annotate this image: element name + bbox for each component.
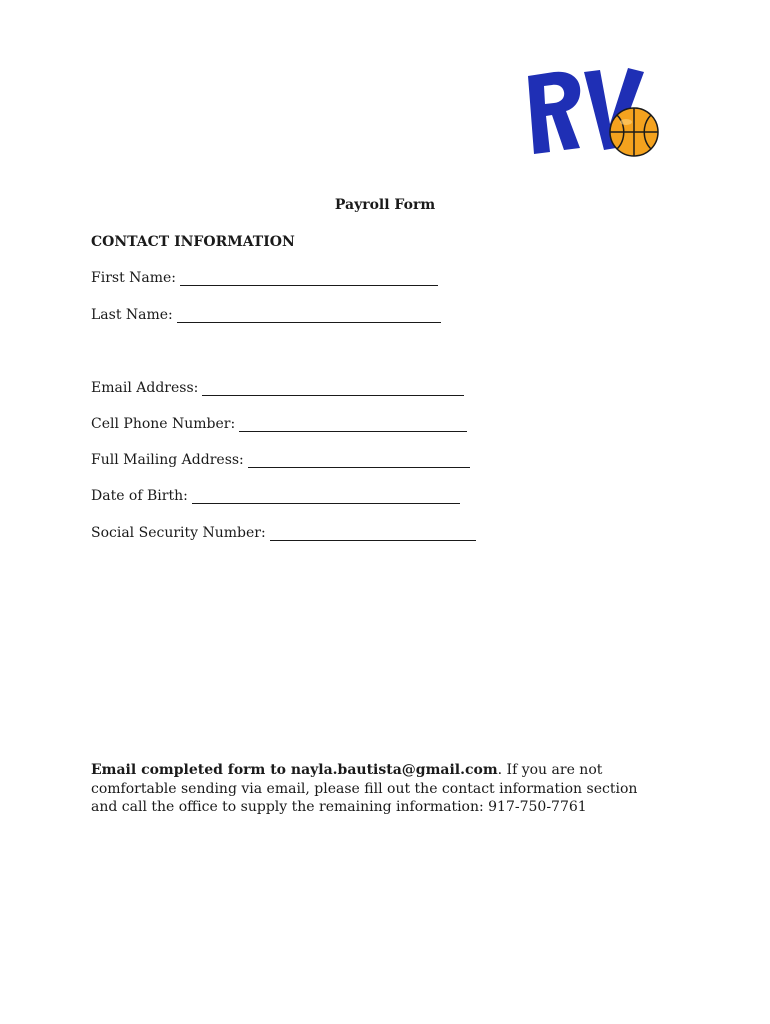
last-name-label: Last Name: <box>91 307 173 323</box>
rv-logo <box>520 62 666 162</box>
dob-field <box>91 488 460 504</box>
mailing-address-label: Full Mailing Address: <box>91 452 244 468</box>
cell-phone-field <box>91 416 467 432</box>
footer-rest-text: . If you are not comfortable sending via email, please fill out the contact information section and call the office to supply the remaining information: 917-750-7761 <box>91 762 638 815</box>
section-heading-contact: CONTACT INFORMATION <box>91 234 295 250</box>
ssn-label: Social Security Number: <box>91 525 266 541</box>
first-name-line[interactable] <box>180 271 438 286</box>
first-name-field <box>91 270 438 286</box>
email-line[interactable] <box>202 381 464 396</box>
ssn-field <box>91 525 476 541</box>
last-name-field <box>91 307 441 323</box>
first-name-label: First Name: <box>91 270 177 286</box>
last-name-line[interactable] <box>177 308 441 323</box>
dob-line[interactable] <box>192 489 460 504</box>
footer-email-instruction: Email completed form to nayla.bautista@gmail.com <box>91 762 498 778</box>
email-label: Email Address: <box>91 380 199 396</box>
rv-logo-graphic <box>520 62 666 162</box>
logo-letter-r <box>528 72 580 154</box>
cell-phone-label: Cell Phone Number: <box>91 416 236 432</box>
cell-phone-line[interactable] <box>239 417 467 432</box>
footer-instructions <box>91 761 651 817</box>
ssn-line[interactable] <box>270 526 476 541</box>
email-field <box>91 380 464 396</box>
mailing-address-field <box>91 452 470 468</box>
basketball-icon <box>610 108 658 156</box>
form-title: Payroll Form <box>334 197 436 213</box>
mailing-address-line[interactable] <box>248 453 470 468</box>
dob-label: Date of Birth: <box>91 488 188 504</box>
